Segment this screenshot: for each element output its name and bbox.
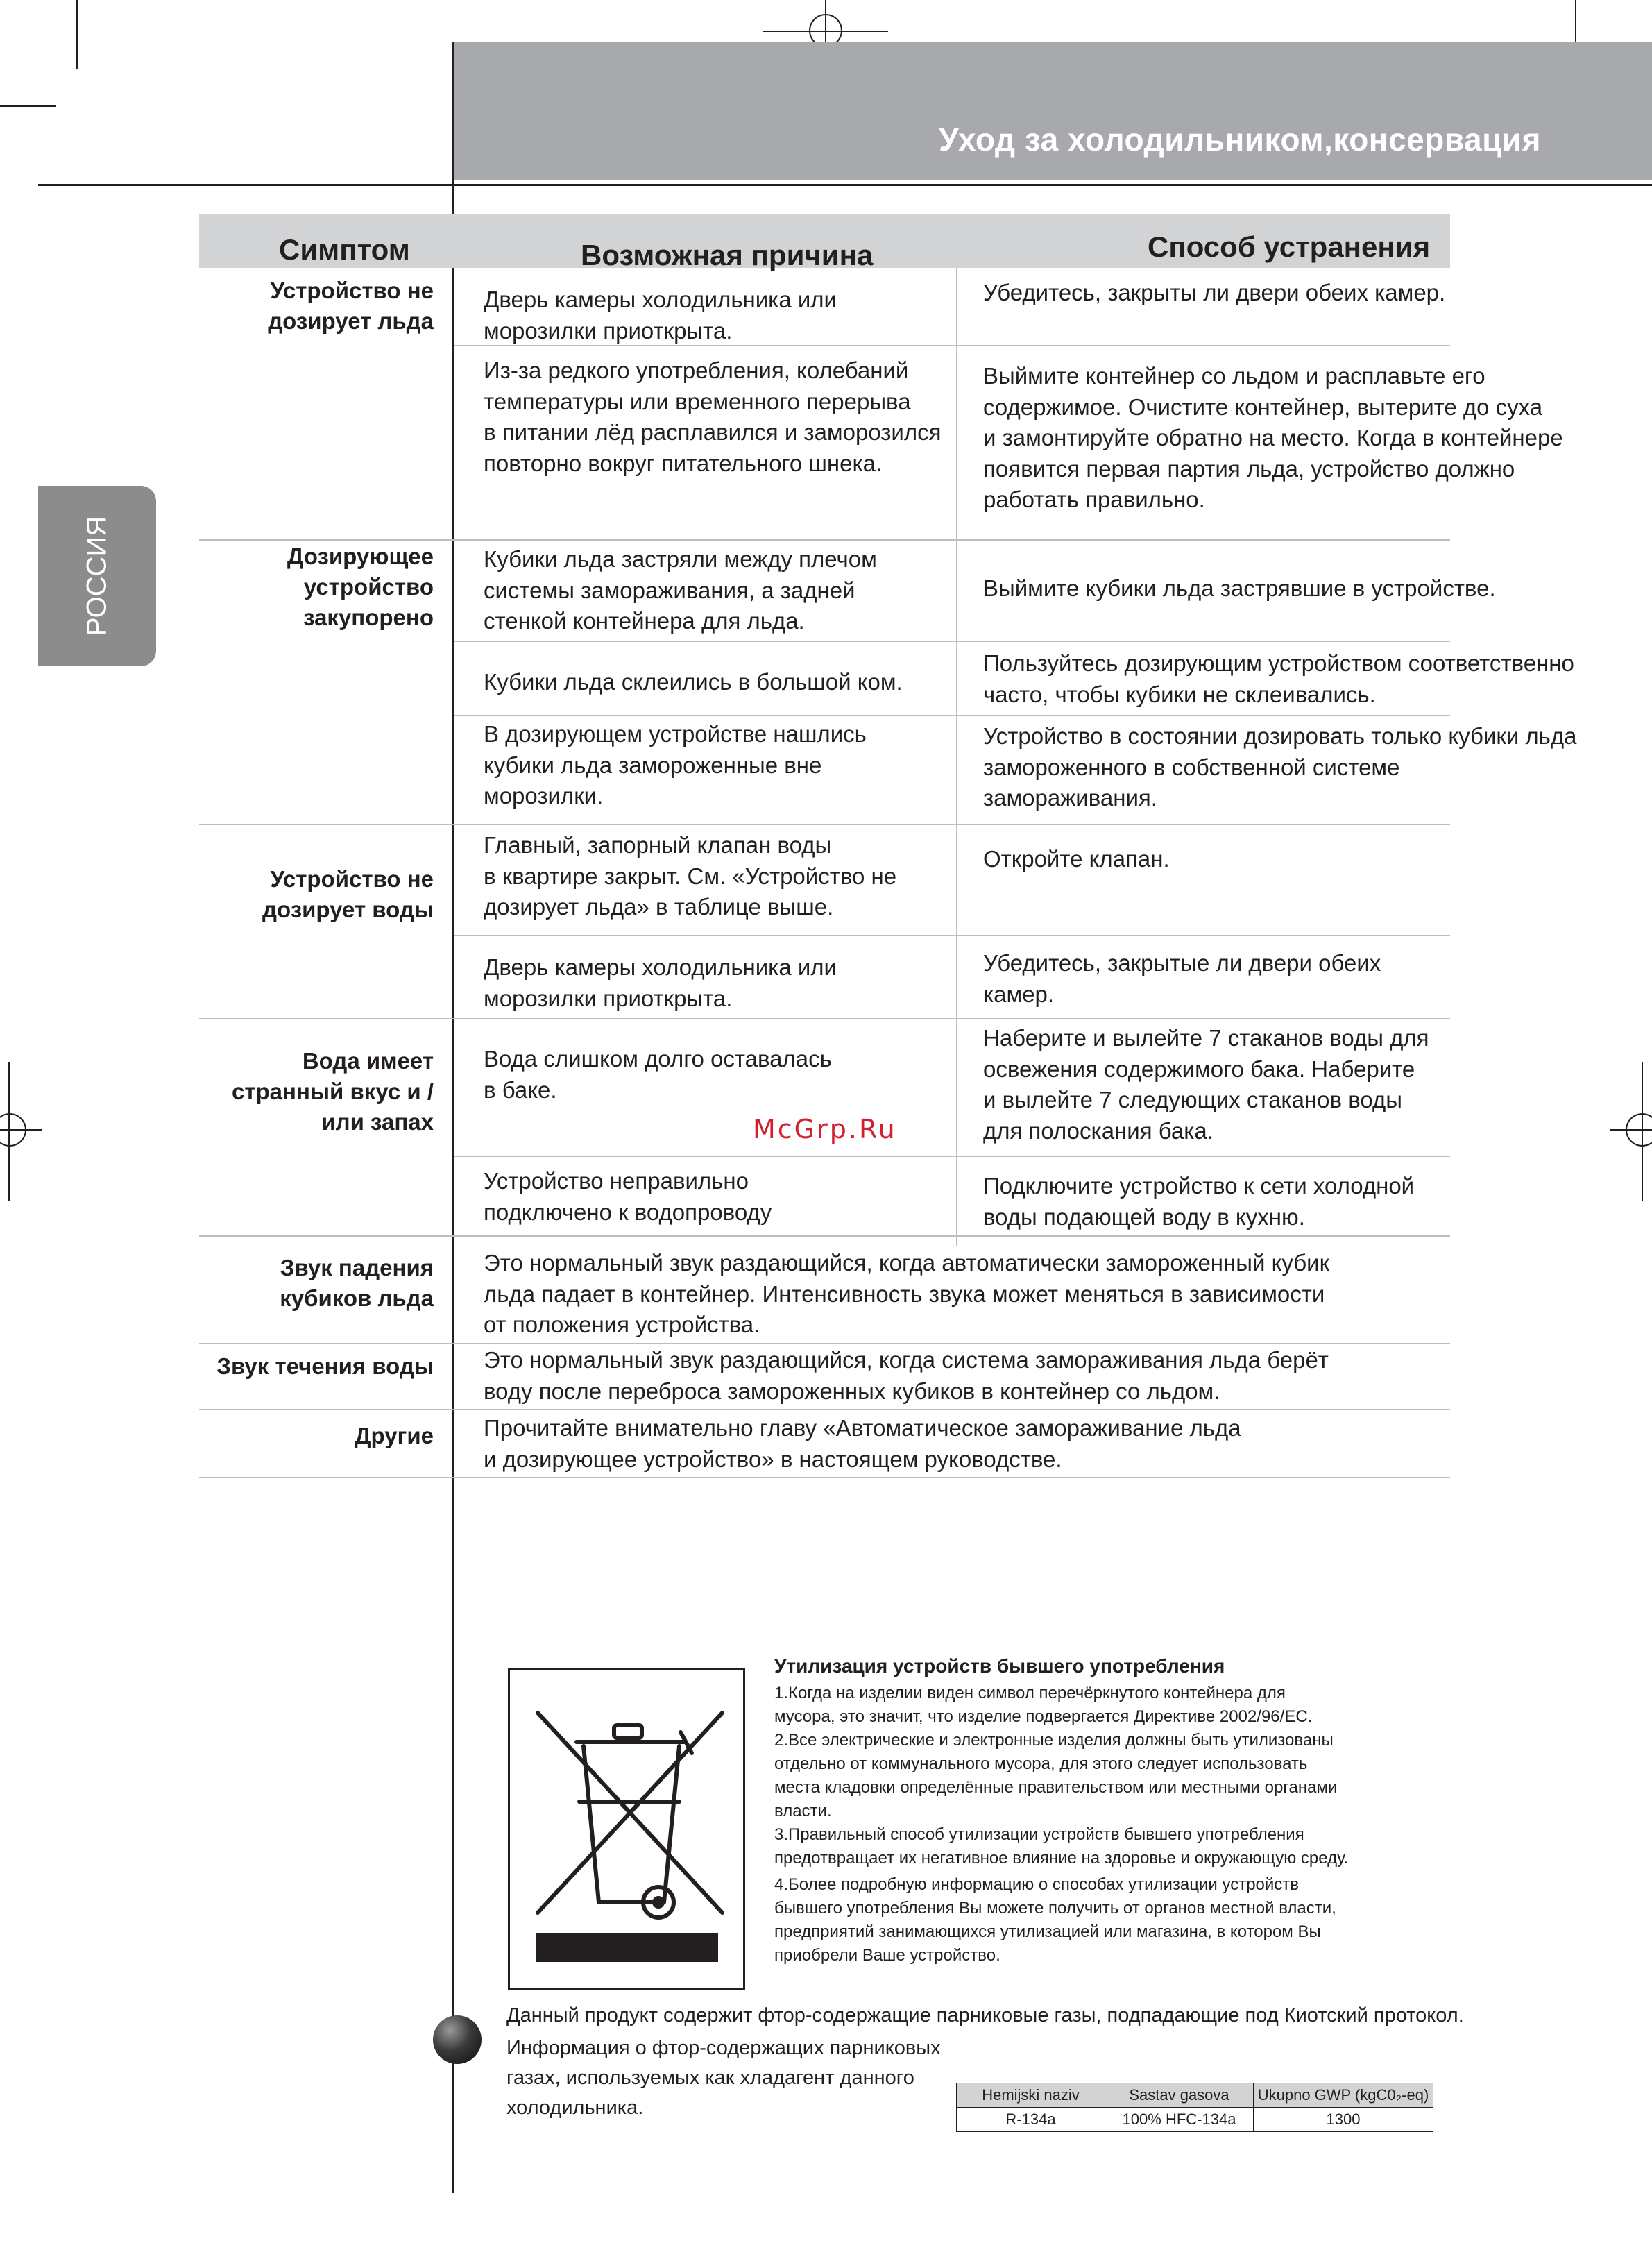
cause-cell: В дозирующем устройстве нашлись кубики льда замороженные вне морозилки. [484, 721, 867, 809]
fgas-cell: 100% HFC-134a [1105, 2108, 1254, 2132]
cause-cell: Кубики льда склеились в большой ком. [484, 669, 903, 695]
fix-cell: Выймите контейнер со льдом и расплавьте его содержимое. Очистите контейнер, вытерите до суха и замонтируйте обратно на место. Когда в контейнере появится первая партия льда, устройство должно работать правильно. [983, 363, 1563, 512]
fix-cell: Откройте клапан. [983, 846, 1170, 872]
cause-cell: Из-за редкого употребления, колебаний температуры или временного перерыва в питании лёд расплавился и заморозился повторно вокруг питательного шнека. [484, 357, 942, 476]
disposal-item: 4.Более подробную информацию о способах утилизации устройств бывшего употребления Вы можете получить от органов местной власти, предприятий занимающихся утилизацией или магазина, в котором Вы приобрели Ваше устройство. [774, 1875, 1336, 1965]
row-rule [199, 1235, 1450, 1237]
fix-cell: Выймите кубики льда застрявшие в устройстве. [983, 575, 1496, 601]
row-rule [454, 715, 1450, 716]
row-rule [199, 539, 1450, 541]
row-rule [454, 1156, 1450, 1157]
merged-cell: Это нормальный звук раздающийся, когда система замораживания льда берёт воду после переброса замороженных кубиков в контейнер со льдом. [484, 1347, 1329, 1404]
column-header-fix: Способ устранения [1148, 230, 1431, 263]
cause-cell: Дверь камеры холодильника или морозилки приоткрыта. [484, 287, 837, 344]
table-header [199, 214, 1450, 271]
symptom-cell: Другие [355, 1423, 434, 1448]
registration-mark-icon [1626, 1113, 1652, 1147]
disposal-section [774, 1655, 1468, 1968]
row-rule [454, 641, 1450, 642]
fix-cell: Подключите устройство к сети холодной воды подающей воду в кухню. [983, 1173, 1415, 1230]
language-tab-label: РОССИЯ [81, 516, 112, 636]
cause-cell: Вода слишком долго оставалась в баке. [484, 1046, 832, 1103]
margin-rule [452, 42, 454, 2193]
disposal-item: 1.Когда на изделии виден символ перечёркнутого контейнера для мусора, это значит, что изделие подвергается Директиве 2002/96/ЕС. [774, 1684, 1313, 1726]
fgas-cell: 1300 [1254, 2108, 1433, 2132]
symptom-cell: Звук течения воды [216, 1353, 434, 1379]
fix-cell: Пользуйтесь дозирующим устройством соответственно часто, чтобы кубики не склеивались. [983, 650, 1574, 707]
cause-cell: Главный, запорный клапан воды в квартире закрыт. См. «Устройство не дозирует льда» в таблице выше. [484, 832, 897, 920]
column-header-symptom: Симптом [279, 233, 410, 266]
crop-mark [0, 105, 56, 107]
column-rule [956, 268, 957, 1246]
crossed-bin-icon [510, 1670, 743, 1988]
watermark: McGrp.Ru [753, 1114, 897, 1144]
fgas-header: Sastav gasova [1105, 2083, 1254, 2108]
row-rule [199, 1018, 1450, 1019]
merged-cell: Прочитайте внимательно главу «Автоматическое замораживание льда и дозирующее устройство» в настоящем руководстве. [484, 1415, 1241, 1472]
symptom-cell: Устройство не дозирует льда [268, 278, 434, 334]
disposal-title: Утилизация устройств бывшего употребления [774, 1655, 1225, 1677]
fix-cell: Убедитесь, закрытые ли двери обеих камер. [983, 950, 1381, 1007]
cause-cell: Дверь камеры холодильника или морозилки приоткрыта. [484, 954, 837, 1011]
column-header-cause: Возможная причина [581, 239, 874, 271]
fgas-cell: R-134a [957, 2108, 1105, 2132]
weee-symbol-box [508, 1668, 745, 1990]
fix-cell: Убедитесь, закрыты ли двери обеих камер. [983, 280, 1446, 305]
row-rule [199, 1409, 1450, 1410]
symptom-cell: Устройство не дозирует воды [262, 866, 434, 922]
row-rule [199, 824, 1450, 825]
cause-cell: Устройство неправильно подключено к водопроводу [484, 1168, 772, 1225]
fgas-info: Информация о фтор-содержащих парниковых газах, используемых как хладагент данного холодильника. [506, 2037, 941, 2119]
row-rule [454, 935, 1450, 936]
symptom-cell: Дозирующее устройство закупорено [287, 543, 434, 630]
symptom-cell: Звук падения кубиков льда [280, 1255, 434, 1311]
registration-mark-icon [0, 1113, 26, 1147]
header-band [454, 42, 1652, 180]
row-rule [199, 1477, 1450, 1478]
fgas-header: Ukupno GWP (kgC0₂-eq) [1254, 2083, 1433, 2108]
fgas-table [956, 2083, 1433, 2132]
merged-cell: Это нормальный звук раздающийся, когда автоматически замороженный кубик льда падает в контейнер. Интенсивность звука может меняться в зависимости от положения устройства. [484, 1250, 1330, 1337]
row-rule [199, 1343, 1450, 1344]
crop-mark [76, 0, 78, 69]
disposal-item: 2.Все электрические и электронные изделия должны быть утилизованы отдельно от коммунального мусора, для этого следует использовать места кладовки определённые правительством или местными органами власти. [774, 1731, 1338, 1820]
language-tab [38, 486, 156, 666]
bullet-icon [433, 2015, 482, 2064]
header-rule [38, 184, 1652, 186]
fix-cell: Устройство в состоянии дозировать только кубики льда замороженного в собственной системе замораживания. [983, 723, 1577, 811]
fix-cell: Наберите и вылейте 7 стаканов воды для освежения содержимого бака. Наберите и вылейте 7 следующих стаканов воды для полоскания бака. [983, 1025, 1429, 1144]
fgas-header: Hemijski naziv [957, 2083, 1105, 2108]
fgas-statement: Данный продукт содержит фтор-содержащие парниковые газы, подпадающие под Киотский протокол. [506, 2004, 1464, 2027]
disposal-item: 3.Правильный способ утилизации устройств бывшего употребления предотвращает их негативное влияние на здоровье и окружающую среду. [774, 1825, 1349, 1868]
cause-cell: Кубики льда застряли между плечом системы замораживания, а задней стенкой контейнера для льда. [484, 546, 877, 634]
symptom-cell: Вода имеет странный вкус и / или запах [231, 1048, 434, 1135]
page-title: Уход за холодильником,консервация [939, 121, 1541, 158]
